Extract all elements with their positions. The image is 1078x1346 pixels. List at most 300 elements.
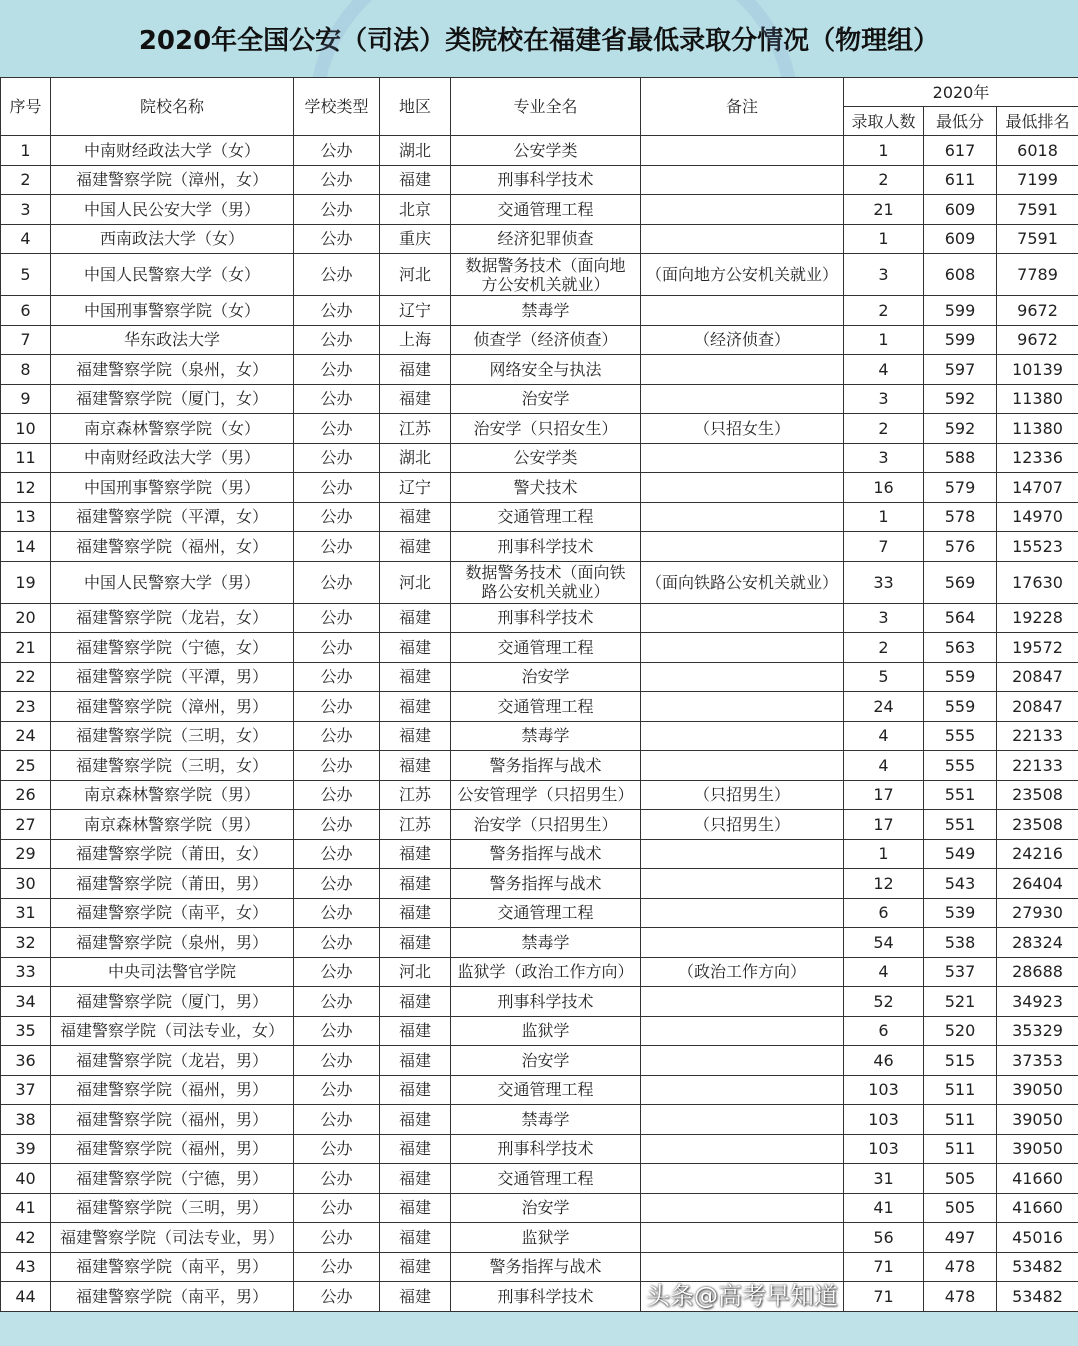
cell-min-rank: 23508 [997,810,1078,840]
cell-note [641,987,844,1017]
cell-school: 福建警察学院（南平，女） [51,898,294,928]
cell-enrolled: 6 [844,898,924,928]
cell-min-rank: 28688 [997,957,1078,987]
cell-index: 20 [1,603,51,633]
cell-school: 福建警察学院（南平，男） [51,1282,294,1312]
cell-major: 公安学类 [451,136,641,166]
cell-index: 6 [1,296,51,326]
cell-region: 福建 [380,1252,451,1282]
cell-min-rank: 41660 [997,1164,1078,1194]
cell-min-score: 520 [924,1016,997,1046]
cell-region: 河北 [380,561,451,603]
cell-min-score: 537 [924,957,997,987]
cell-enrolled: 24 [844,692,924,722]
table-row [1,751,1078,781]
header-index: 序号 [1,78,51,136]
cell-region: 福建 [380,1075,451,1105]
cell-enrolled: 12 [844,869,924,899]
cell-region: 河北 [380,957,451,987]
cell-type: 公办 [294,165,380,195]
cell-index: 26 [1,780,51,810]
cell-min-score: 505 [924,1164,997,1194]
table-row [1,662,1078,692]
cell-enrolled: 2 [844,414,924,444]
cell-type: 公办 [294,561,380,603]
cell-index: 9 [1,384,51,414]
cell-enrolled: 54 [844,928,924,958]
cell-region: 福建 [380,987,451,1017]
table-row [1,928,1078,958]
cell-school: 西南政法大学（女） [51,224,294,254]
cell-type: 公办 [294,633,380,663]
cell-index: 37 [1,1075,51,1105]
cell-school: 福建警察学院（龙岩，女） [51,603,294,633]
table-row [1,957,1078,987]
cell-enrolled: 2 [844,296,924,326]
table-row [1,296,1078,326]
cell-min-rank: 9672 [997,296,1078,326]
cell-note [641,1105,844,1135]
cell-school: 福建警察学院（宁德，女） [51,633,294,663]
cell-region: 福建 [380,1164,451,1194]
cell-type: 公办 [294,957,380,987]
cell-type: 公办 [294,662,380,692]
cell-min-score: 505 [924,1193,997,1223]
cell-min-rank: 7199 [997,165,1078,195]
cell-index: 11 [1,443,51,473]
cell-index: 31 [1,898,51,928]
cell-major: 侦查学（经济侦查） [451,325,641,355]
cell-major: 治安学 [451,662,641,692]
cell-major: 交通管理工程 [451,502,641,532]
cell-min-rank: 17630 [997,561,1078,603]
cell-school: 福建警察学院（福州，男） [51,1105,294,1135]
cell-region: 福建 [380,1134,451,1164]
cell-index: 1 [1,136,51,166]
cell-school: 中国刑事警察学院（男） [51,473,294,503]
cell-min-rank: 53482 [997,1252,1078,1282]
watermark-text: 头条@高考早知道 [646,1281,838,1310]
cell-min-rank: 22133 [997,751,1078,781]
cell-note: （面向铁路公安机关就业） [641,561,844,603]
cell-index: 39 [1,1134,51,1164]
cell-index: 12 [1,473,51,503]
cell-region: 福建 [380,1016,451,1046]
table-row [1,136,1078,166]
table-row [1,1105,1078,1135]
cell-major: 经济犯罪侦查 [451,224,641,254]
cell-note [641,1046,844,1076]
cell-enrolled: 5 [844,662,924,692]
header-major: 专业全名 [451,78,641,136]
cell-min-rank: 20847 [997,692,1078,722]
cell-note [641,1134,844,1164]
cell-enrolled: 2 [844,165,924,195]
cell-note [641,721,844,751]
cell-min-rank: 39050 [997,1075,1078,1105]
cell-enrolled: 17 [844,780,924,810]
cell-min-rank: 41660 [997,1193,1078,1223]
cell-min-score: 609 [924,195,997,225]
cell-type: 公办 [294,254,380,296]
cell-major: 治安学（只招男生） [451,810,641,840]
cell-index: 3 [1,195,51,225]
cell-min-rank: 37353 [997,1046,1078,1076]
cell-note: （只招男生） [641,780,844,810]
cell-major: 警务指挥与战术 [451,839,641,869]
cell-min-score: 478 [924,1282,997,1312]
cell-type: 公办 [294,532,380,562]
cell-min-rank: 53482 [997,1282,1078,1312]
cell-min-score: 611 [924,165,997,195]
cell-index: 34 [1,987,51,1017]
cell-region: 福建 [380,662,451,692]
cell-min-score: 555 [924,721,997,751]
cell-type: 公办 [294,603,380,633]
cell-school: 福建警察学院（泉州，男） [51,928,294,958]
cell-note [641,136,844,166]
table-row [1,1164,1078,1194]
cell-region: 福建 [380,928,451,958]
cell-min-score: 515 [924,1046,997,1076]
cell-min-rank: 39050 [997,1105,1078,1135]
cell-index: 38 [1,1105,51,1135]
cell-min-score: 511 [924,1105,997,1135]
cell-min-score: 592 [924,414,997,444]
table-row [1,603,1078,633]
cell-min-score: 551 [924,810,997,840]
table-row [1,1193,1078,1223]
cell-type: 公办 [294,296,380,326]
cell-enrolled: 56 [844,1223,924,1253]
cell-school: 福建警察学院（福州，女） [51,532,294,562]
cell-enrolled: 1 [844,224,924,254]
cell-major: 治安学 [451,1046,641,1076]
cell-region: 福建 [380,165,451,195]
table-row [1,1016,1078,1046]
table-row [1,1046,1078,1076]
table-row [1,780,1078,810]
cell-major: 治安学 [451,1193,641,1223]
cell-note [641,1193,844,1223]
cell-min-rank: 10139 [997,355,1078,385]
cell-region: 福建 [380,869,451,899]
cell-index: 14 [1,532,51,562]
cell-note [641,384,844,414]
cell-major: 交通管理工程 [451,692,641,722]
cell-index: 44 [1,1282,51,1312]
cell-note [641,1016,844,1046]
table-row [1,473,1078,503]
cell-school: 中南财经政法大学（女） [51,136,294,166]
cell-school: 福建警察学院（厦门，女） [51,384,294,414]
table-row [1,443,1078,473]
cell-note [641,224,844,254]
cell-note [641,869,844,899]
cell-enrolled: 21 [844,195,924,225]
cell-type: 公办 [294,1282,380,1312]
table-row [1,633,1078,663]
cell-enrolled: 103 [844,1105,924,1135]
cell-min-rank: 27930 [997,898,1078,928]
cell-min-score: 578 [924,502,997,532]
cell-enrolled: 3 [844,384,924,414]
table-row [1,987,1078,1017]
cell-min-score: 599 [924,296,997,326]
header-school: 院校名称 [51,78,294,136]
header-year: 2020年 [844,78,1078,107]
cell-min-score: 569 [924,561,997,603]
cell-school: 福建警察学院（司法专业，男） [51,1223,294,1253]
cell-enrolled: 4 [844,957,924,987]
cell-min-score: 549 [924,839,997,869]
cell-region: 江苏 [380,414,451,444]
cell-region: 湖北 [380,136,451,166]
cell-school: 福建警察学院（厦门，男） [51,987,294,1017]
cell-min-rank: 26404 [997,869,1078,899]
cell-index: 21 [1,633,51,663]
cell-enrolled: 41 [844,1193,924,1223]
cell-region: 福建 [380,355,451,385]
cell-note [641,165,844,195]
cell-region: 福建 [380,1193,451,1223]
cell-index: 23 [1,692,51,722]
cell-school: 中国人民警察大学（男） [51,561,294,603]
cell-enrolled: 31 [844,1164,924,1194]
cell-min-rank: 6018 [997,136,1078,166]
cell-school: 福建警察学院（漳州，男） [51,692,294,722]
cell-note [641,195,844,225]
cell-type: 公办 [294,751,380,781]
cell-school: 中国人民警察大学（女） [51,254,294,296]
cell-major: 监狱学 [451,1016,641,1046]
cell-min-rank: 28324 [997,928,1078,958]
cell-major: 交通管理工程 [451,898,641,928]
cell-min-rank: 20847 [997,662,1078,692]
cell-major: 数据警务技术（面向铁路公安机关就业） [451,561,641,603]
cell-index: 43 [1,1252,51,1282]
cell-min-rank: 35329 [997,1016,1078,1046]
cell-index: 33 [1,957,51,987]
cell-enrolled: 17 [844,810,924,840]
cell-note [641,603,844,633]
cell-index: 32 [1,928,51,958]
cell-note [641,662,844,692]
cell-index: 30 [1,869,51,899]
table-row [1,384,1078,414]
cell-major: 交通管理工程 [451,195,641,225]
cell-min-score: 608 [924,254,997,296]
cell-major: 禁毒学 [451,928,641,958]
cell-index: 36 [1,1046,51,1076]
cell-school: 福建警察学院（南平，男） [51,1252,294,1282]
cell-note: （只招女生） [641,414,844,444]
cell-school: 福建警察学院（司法专业，女） [51,1016,294,1046]
cell-major: 公安学类 [451,443,641,473]
cell-enrolled: 6 [844,1016,924,1046]
cell-type: 公办 [294,1193,380,1223]
cell-enrolled: 103 [844,1075,924,1105]
table-row [1,502,1078,532]
cell-type: 公办 [294,502,380,532]
cell-school: 福建警察学院（莆田，男） [51,869,294,899]
cell-major: 数据警务技术（面向地方公安机关就业） [451,254,641,296]
header-note: 备注 [641,78,844,136]
cell-min-score: 609 [924,224,997,254]
cell-min-rank: 11380 [997,414,1078,444]
cell-major: 治安学（只招女生） [451,414,641,444]
cell-index: 41 [1,1193,51,1223]
cell-min-rank: 24216 [997,839,1078,869]
header-min-score: 最低分 [924,107,997,136]
cell-enrolled: 33 [844,561,924,603]
cell-type: 公办 [294,1252,380,1282]
cell-major: 警务指挥与战术 [451,869,641,899]
cell-major: 刑事科学技术 [451,603,641,633]
header-type: 学校类型 [294,78,380,136]
cell-region: 湖北 [380,443,451,473]
cell-region: 北京 [380,195,451,225]
cell-region: 福建 [380,1223,451,1253]
cell-school: 福建警察学院（三明，男） [51,1193,294,1223]
cell-note [641,928,844,958]
cell-enrolled: 1 [844,839,924,869]
cell-type: 公办 [294,1016,380,1046]
cell-type: 公办 [294,1046,380,1076]
cell-index: 4 [1,224,51,254]
cell-school: 福建警察学院（三明，女） [51,721,294,751]
header-enrolled: 录取人数 [844,107,924,136]
cell-region: 江苏 [380,810,451,840]
cell-type: 公办 [294,384,380,414]
cell-school: 福建警察学院（龙岩，男） [51,1046,294,1076]
table-row [1,165,1078,195]
cell-note [641,692,844,722]
table-row [1,1252,1078,1282]
cell-region: 福建 [380,1282,451,1312]
table-row [1,721,1078,751]
cell-enrolled: 71 [844,1282,924,1312]
cell-major: 网络安全与执法 [451,355,641,385]
cell-note [641,473,844,503]
cell-major: 警犬技术 [451,473,641,503]
cell-enrolled: 3 [844,443,924,473]
cell-type: 公办 [294,1105,380,1135]
cell-note: （经济侦查） [641,325,844,355]
cell-school: 福建警察学院（宁德，男） [51,1164,294,1194]
cell-major: 刑事科学技术 [451,532,641,562]
cell-school: 福建警察学院（平潭，女） [51,502,294,532]
cell-major: 刑事科学技术 [451,1134,641,1164]
cell-major: 禁毒学 [451,1105,641,1135]
cell-index: 25 [1,751,51,781]
cell-note [641,355,844,385]
cell-min-score: 555 [924,751,997,781]
table-row [1,1223,1078,1253]
cell-enrolled: 4 [844,751,924,781]
cell-type: 公办 [294,810,380,840]
cell-note [641,502,844,532]
cell-school: 华东政法大学 [51,325,294,355]
cell-index: 22 [1,662,51,692]
cell-index: 29 [1,839,51,869]
cell-type: 公办 [294,1223,380,1253]
cell-enrolled: 2 [844,633,924,663]
cell-note [641,751,844,781]
cell-type: 公办 [294,692,380,722]
cell-enrolled: 52 [844,987,924,1017]
cell-min-rank: 23508 [997,780,1078,810]
cell-min-score: 539 [924,898,997,928]
cell-major: 治安学 [451,384,641,414]
cell-note: （面向地方公安机关就业） [641,254,844,296]
cell-min-score: 559 [924,692,997,722]
cell-major: 禁毒学 [451,721,641,751]
cell-region: 福建 [380,1105,451,1135]
header-min-rank: 最低排名 [997,107,1078,136]
cell-enrolled: 1 [844,325,924,355]
cell-min-score: 559 [924,662,997,692]
cell-major: 公安管理学（只招男生） [451,780,641,810]
cell-note [641,532,844,562]
cell-region: 辽宁 [380,473,451,503]
cell-min-rank: 15523 [997,532,1078,562]
cell-min-rank: 7591 [997,224,1078,254]
cell-index: 27 [1,810,51,840]
table-row [1,224,1078,254]
cell-type: 公办 [294,355,380,385]
cell-type: 公办 [294,414,380,444]
cell-type: 公办 [294,898,380,928]
table-row [1,195,1078,225]
cell-min-rank: 34923 [997,987,1078,1017]
cell-min-score: 511 [924,1134,997,1164]
cell-note [641,898,844,928]
cell-min-score: 597 [924,355,997,385]
cell-region: 福建 [380,692,451,722]
cell-enrolled: 46 [844,1046,924,1076]
cell-type: 公办 [294,869,380,899]
cell-school: 南京森林警察学院（男） [51,780,294,810]
cell-school: 福建警察学院（平潭，男） [51,662,294,692]
header-region: 地区 [380,78,451,136]
cell-min-rank: 22133 [997,721,1078,751]
table-row [1,869,1078,899]
table-row [1,355,1078,385]
cell-type: 公办 [294,780,380,810]
cell-major: 监狱学 [451,1223,641,1253]
cell-major: 监狱学（政治工作方向） [451,957,641,987]
cell-index: 5 [1,254,51,296]
cell-enrolled: 1 [844,136,924,166]
cell-min-rank: 19228 [997,603,1078,633]
cell-school: 福建警察学院（泉州，女） [51,355,294,385]
cell-enrolled: 103 [844,1134,924,1164]
cell-note: （只招男生） [641,810,844,840]
cell-school: 南京森林警察学院（男） [51,810,294,840]
cell-min-rank: 39050 [997,1134,1078,1164]
cell-min-rank: 7591 [997,195,1078,225]
cell-enrolled: 16 [844,473,924,503]
cell-region: 福建 [380,384,451,414]
cell-major: 刑事科学技术 [451,1282,641,1312]
table-row [1,898,1078,928]
cell-major: 交通管理工程 [451,1164,641,1194]
table-row [1,839,1078,869]
table-row [1,561,1078,603]
cell-school: 中央司法警官学院 [51,957,294,987]
cell-enrolled: 71 [844,1252,924,1282]
